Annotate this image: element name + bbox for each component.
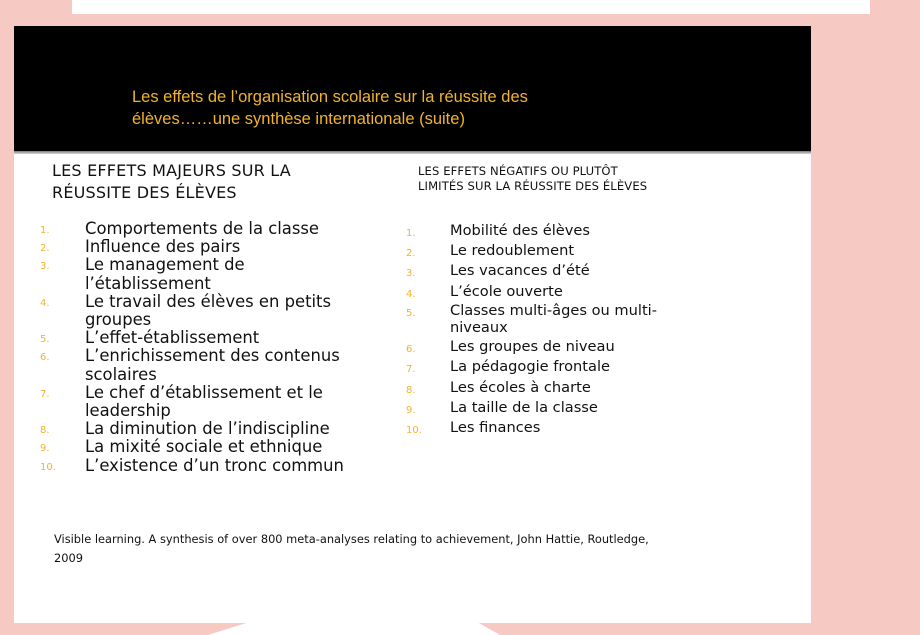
header-divider xyxy=(14,151,811,154)
list-item-text: L’existence d’un tronc commun xyxy=(85,455,344,475)
list-number: 4. xyxy=(406,288,416,300)
list-item xyxy=(40,238,400,256)
list-number: 3. xyxy=(406,268,416,280)
list-item xyxy=(406,221,736,241)
list-number: 1. xyxy=(406,228,416,239)
list-number: 8. xyxy=(406,384,416,396)
top-white-strip xyxy=(72,0,870,14)
list-item-text: L’enrichissement des contenus xyxy=(85,346,340,366)
list-item xyxy=(406,261,736,281)
list-item xyxy=(40,329,400,347)
list-item-text: Influence des pairs xyxy=(85,237,241,257)
list-item-text: Les vacances d’été xyxy=(450,262,590,280)
list-item xyxy=(406,398,736,418)
list-item xyxy=(40,457,400,475)
negative-effects-heading-line-2: LIMITÉS SUR LA RÉUSSITE DES ÉLÈVES xyxy=(418,179,648,193)
list-item-text: La taille de la classe xyxy=(450,398,598,416)
list-item xyxy=(40,384,400,420)
list-item-text: Le travail des élèves en petits xyxy=(85,291,332,311)
list-item xyxy=(406,418,736,438)
slide-title-line-1: Les effets de l’organisation scolaire sur la réussite des xyxy=(132,88,528,106)
list-number: 2. xyxy=(406,248,416,260)
list-number: 3. xyxy=(40,261,50,273)
list-item xyxy=(406,378,736,398)
list-number: 6. xyxy=(40,352,50,364)
list-item xyxy=(40,293,400,329)
list-number: 9. xyxy=(406,404,416,416)
list-item-text: La mixité sociale et ethnique xyxy=(85,437,323,457)
list-item-text-continued: niveaux xyxy=(450,319,508,337)
major-effects-heading-line-1: LES EFFETS MAJEURS SUR LA xyxy=(52,161,291,180)
list-number: 7. xyxy=(40,388,50,400)
list-item-text: Les finances xyxy=(450,419,541,437)
list-item xyxy=(406,357,736,377)
list-item xyxy=(40,256,400,292)
list-item-text: Le management de xyxy=(85,255,245,275)
list-number: 4. xyxy=(40,297,50,309)
list-item xyxy=(40,347,400,383)
list-number: 10. xyxy=(40,461,56,473)
list-item-text-continued: scolaires xyxy=(85,364,157,384)
major-effects-heading xyxy=(52,160,382,204)
list-item-text: La pédagogie frontale xyxy=(450,358,610,376)
list-item-text: L’effet-établissement xyxy=(85,328,260,348)
list-item-text: Le redoublement xyxy=(450,242,575,260)
list-item-text: Mobilité des élèves xyxy=(450,222,591,239)
list-number: 2. xyxy=(40,243,50,255)
citation xyxy=(54,530,774,568)
list-number: 10. xyxy=(406,425,422,437)
major-effects-list xyxy=(40,220,400,475)
list-item xyxy=(40,438,400,456)
negative-effects-heading xyxy=(418,164,778,194)
list-number: 5. xyxy=(406,307,416,319)
list-number: 7. xyxy=(406,364,416,376)
negative-effects-heading-line-1: LES EFFETS NÉGATIFS OU PLUTÔT xyxy=(418,164,618,178)
list-item xyxy=(40,420,400,438)
list-item xyxy=(406,337,736,357)
list-number: 9. xyxy=(40,443,50,455)
list-item-text: Comportements de la classe xyxy=(85,219,320,238)
slide-title xyxy=(132,86,692,130)
list-item-text: Classes multi-âges ou multi- xyxy=(450,301,657,319)
citation-line-1: Visible learning. A synthesis of over 800 meta-analyses relating to achievement, John Hattie, Routledge, xyxy=(54,532,649,546)
list-item-text: Le chef d’établissement et le xyxy=(85,382,323,402)
slide-title-line-2: élèves……une synthèse internationale (suite) xyxy=(132,110,465,128)
list-item-text-continued: groupes xyxy=(85,310,152,330)
list-item-text: Les groupes de niveau xyxy=(450,338,615,356)
list-item-text: La diminution de l’indiscipline xyxy=(85,419,330,439)
list-number: 5. xyxy=(40,334,50,346)
list-item xyxy=(406,302,736,337)
list-item xyxy=(406,282,736,302)
list-item xyxy=(406,241,736,261)
list-number: 8. xyxy=(40,425,50,437)
list-item-text: L’école ouverte xyxy=(450,282,563,300)
list-item-text: Les écoles à charte xyxy=(450,378,591,396)
list-item-text-continued: l’établissement xyxy=(85,273,211,293)
list-number: 1. xyxy=(40,225,50,236)
list-item-text-continued: leadership xyxy=(85,401,171,421)
slide-header xyxy=(14,26,811,151)
list-item xyxy=(40,220,400,238)
major-effects-heading-line-2: RÉUSSITE DES ÉLÈVES xyxy=(52,183,237,202)
list-number: 6. xyxy=(406,344,416,356)
citation-line-2: 2009 xyxy=(54,551,83,565)
negative-effects-list xyxy=(406,221,736,438)
